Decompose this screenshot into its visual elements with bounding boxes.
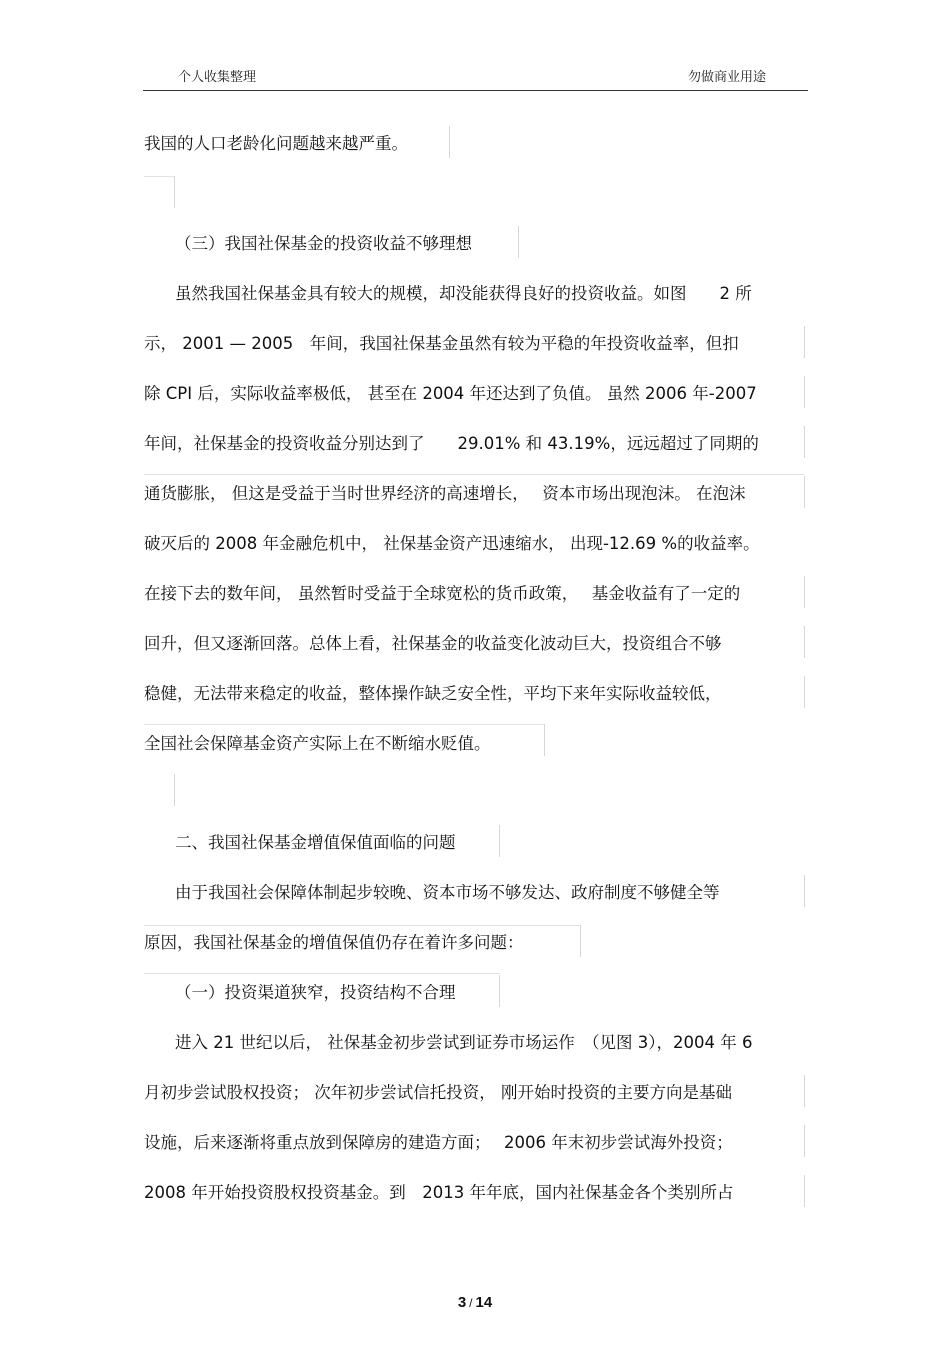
text-line: 回升，但又逐渐回落。总体上看，社保基金的收益变化波动巨大，投资组合不够 — [144, 634, 722, 653]
text-line: 2008 年开始投资股权投资基金。到 2013 年年底，国内社保基金各个类别所占 — [144, 1183, 734, 1202]
text-line: 由于我国社会保障体制起步较晚、资本市场不够发达、政府制度不够健全等 — [175, 883, 720, 902]
box-edge — [144, 925, 580, 926]
box-edge — [544, 724, 545, 756]
text-line: 稳健，无法带来稳定的收益，整体操作缺乏安全性，平均下来年实际收益较低， — [144, 684, 722, 703]
text-line: 通货膨胀， 但这是受益于当时世界经济的高速增长， 资本市场出现泡沫。 在泡沫 — [144, 484, 746, 503]
text-line: 虽然我国社保基金具有较大的规模，却没能获得良好的投资收益。如图 2 所 — [175, 284, 752, 303]
box-edge — [174, 176, 175, 208]
text-line: 年间，社保基金的投资收益分别达到了 29.01% 和 43.19%，远远超过了同期的 — [144, 434, 759, 453]
header-right-text: 勿做商业用途 — [688, 70, 767, 85]
text-line: 设施，后来逐渐将重点放到保障房的建造方面； 2006 年末初步尝试海外投资； — [144, 1133, 733, 1152]
text-line: 除 CPI 后，实际收益率极低， 甚至在 2004 年还达到了负值。 虽然 2006 年-2007 — [144, 384, 757, 403]
box-edge — [580, 925, 581, 957]
box-edge — [804, 576, 805, 608]
page-separator: / — [469, 1296, 473, 1310]
box-edge — [804, 376, 805, 408]
box-edge — [804, 1125, 805, 1157]
text-line: 破灭后的 2008 年金融危机中， 社保基金资产迅速缩水， 出现-12.69 %的收益率。 — [144, 534, 760, 553]
box-edge — [804, 426, 805, 458]
section-heading: （一）投资渠道狭窄，投资结构不合理 — [175, 983, 456, 1002]
text-line: 月初步尝试股权投资； 次年初步尝试信托投资， 刚开始时投资的主要方向是基础 — [144, 1083, 732, 1102]
box-edge — [449, 126, 450, 158]
current-page: 3 — [457, 1294, 467, 1311]
box-edge — [804, 326, 805, 358]
box-edge — [804, 626, 805, 658]
box-edge — [144, 973, 500, 974]
text-line: 我国的人口老龄化问题越来越严重。 — [144, 134, 408, 153]
total-pages: 14 — [475, 1294, 493, 1311]
box-edge — [804, 1175, 805, 1207]
box-edge — [804, 875, 805, 907]
box-edge — [144, 724, 544, 725]
text-line: 原因，我国社保基金的增值保值仍存在着许多问题： — [144, 933, 524, 952]
text-line: 进入 21 世纪以后， 社保基金初步尝试到证券市场运作 （见图 3），2004 年 6 — [175, 1033, 753, 1052]
box-edge — [499, 825, 500, 857]
box-edge — [174, 774, 175, 806]
box-edge — [804, 676, 805, 708]
text-line: 在接下去的数年间， 虽然暂时受益于全球宽松的货币政策， 基金收益有了一定的 — [144, 584, 741, 603]
box-edge — [804, 476, 805, 508]
header-left-text: 个人收集整理 — [178, 70, 257, 85]
text-line: 全国社会保障基金资产实际上在不断缩水贬值。 — [144, 734, 491, 753]
box-edge — [804, 1075, 805, 1107]
box-edge — [144, 176, 174, 177]
box-edge — [518, 226, 519, 258]
chapter-heading: 二、我国社保基金增值保值面临的问题 — [175, 833, 456, 852]
page-number — [0, 1294, 950, 1311]
text-line: 示， 2001 — 2005 年间，我国社保基金虽然有较为平稳的年投资收益率，但扣 — [144, 334, 739, 353]
header-divider — [143, 90, 808, 91]
box-edge — [499, 975, 500, 1007]
section-heading: （三）我国社保基金的投资收益不够理想 — [175, 234, 472, 253]
box-edge — [144, 474, 804, 475]
